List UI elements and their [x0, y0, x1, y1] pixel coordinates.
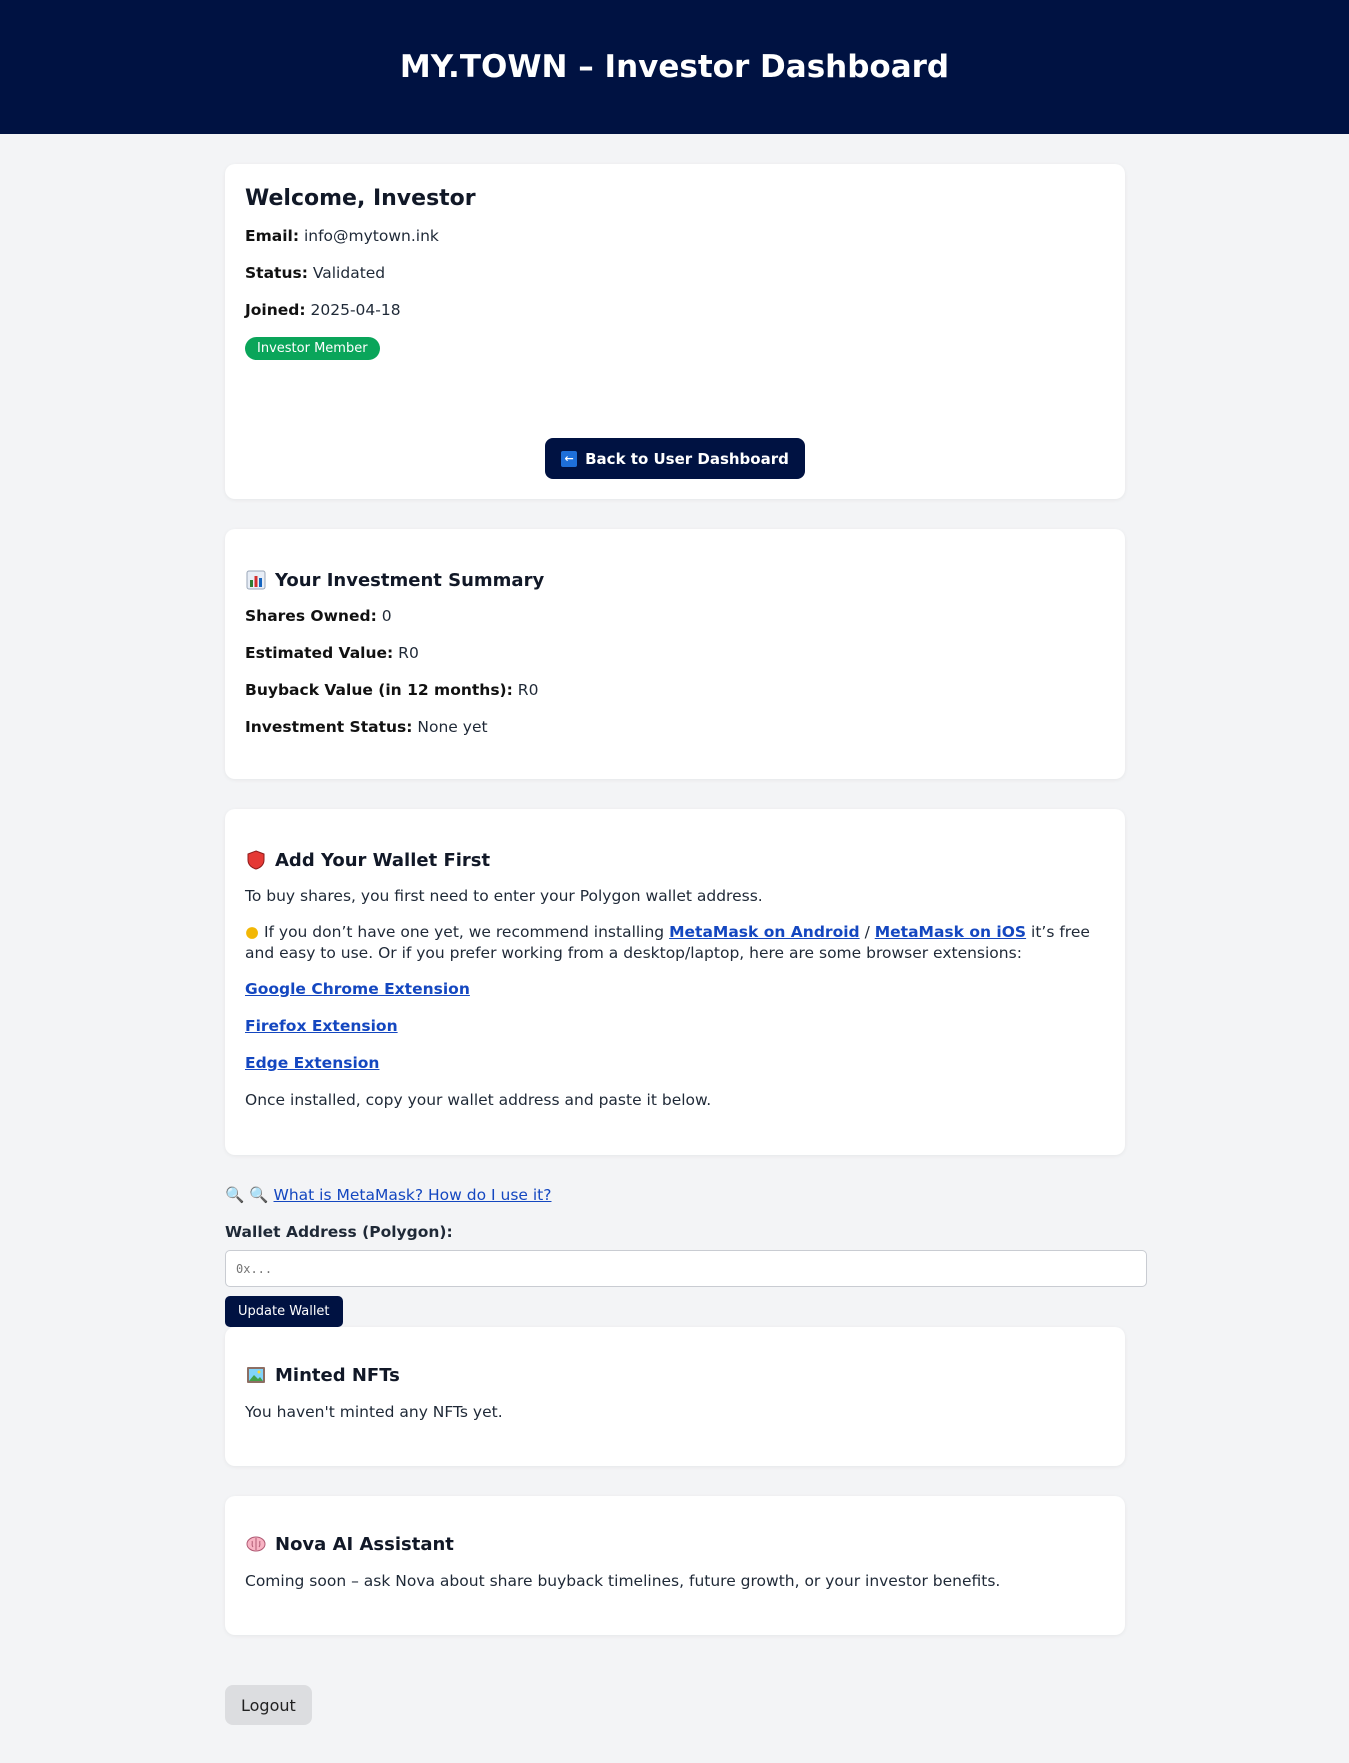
- add-wallet-card: [225, 809, 1125, 1155]
- logout-button[interactable]: Logout: [225, 1685, 312, 1725]
- page-title: MY.TOWN – Investor Dashboard: [399, 49, 950, 85]
- shield-icon: [245, 849, 267, 871]
- email-row: Email: info@mytown.ink: [245, 227, 439, 245]
- buyback-value-row: Buyback Value (in 12 months): R0: [245, 681, 539, 699]
- wallet-intro: To buy shares, you first need to enter your Polygon wallet address.: [245, 887, 763, 905]
- metamask-ios-link[interactable]: MetaMask on iOS: [874, 923, 1027, 941]
- wallet-outro: Once installed, copy your wallet address and paste it below.: [245, 1091, 712, 1109]
- investor-member-badge: Investor Member: [245, 337, 380, 360]
- nova-heading: Nova AI Assistant: [245, 1533, 1105, 1555]
- nfts-text: You haven't minted any NFTs yet.: [245, 1403, 503, 1421]
- wallet-address-label: Wallet Address (Polygon):: [225, 1223, 453, 1241]
- estimated-value-row: Estimated Value: R0: [245, 644, 419, 662]
- buyback-value: R0: [517, 681, 539, 699]
- welcome-heading: Welcome, Investor: [245, 186, 476, 211]
- nova-ai-card: [225, 1496, 1125, 1635]
- welcome-card: [225, 164, 1125, 499]
- email-value: info@mytown.ink: [303, 227, 439, 245]
- metamask-android-link[interactable]: MetaMask on Android: [669, 923, 860, 941]
- metamask-help-row: [225, 1184, 1125, 1206]
- investment-status-value: None yet: [417, 718, 488, 736]
- status-value: Validated: [312, 264, 386, 282]
- wallet-heading: Add Your Wallet First: [245, 849, 1105, 871]
- picture-icon: [245, 1364, 267, 1386]
- status-row: Status: Validated: [245, 264, 386, 282]
- chrome-extension-link[interactable]: Google Chrome Extension: [245, 980, 470, 998]
- firefox-extension-link[interactable]: Firefox Extension: [245, 1017, 398, 1035]
- main-content: [225, 164, 1125, 1725]
- lightbulb-icon: ●: [245, 923, 259, 941]
- joined-value: 2025-04-18: [310, 301, 401, 319]
- edge-extension-link[interactable]: Edge Extension: [245, 1054, 380, 1072]
- brain-icon: [245, 1533, 267, 1555]
- joined-row: Joined: 2025-04-18: [245, 301, 401, 319]
- estimated-value: R0: [398, 644, 419, 662]
- wallet-tip: ● If you don’t have one yet, we recommend installing MetaMask on Android / MetaMask on iOS it’s free and easy to use. Or if you prefer working from a desktop/laptop, here are some browser extensions:: [245, 923, 1090, 962]
- magnifier-icon: 🔍: [249, 1186, 269, 1204]
- investment-summary-card: [225, 529, 1125, 779]
- page-header: [0, 0, 1349, 134]
- shares-owned-value: 0: [381, 607, 392, 625]
- wallet-form: [225, 1184, 1125, 1327]
- minted-nfts-card: [225, 1327, 1125, 1466]
- nfts-heading: Minted NFTs: [245, 1364, 1105, 1386]
- metamask-help-link[interactable]: What is MetaMask? How do I use it?: [273, 1186, 552, 1204]
- bar-chart-icon: [245, 569, 267, 591]
- nova-text: Coming soon – ask Nova about share buyback timelines, future growth, or your investor benefits.: [245, 1572, 1001, 1590]
- back-to-dashboard-button[interactable]: ← Back to User Dashboard: [545, 438, 805, 479]
- magnifier-icon: 🔍: [225, 1186, 245, 1204]
- arrow-left-icon: ←: [561, 451, 577, 467]
- investment-status-row: Investment Status: None yet: [245, 718, 488, 736]
- shares-owned-row: Shares Owned: 0: [245, 607, 392, 625]
- wallet-address-input[interactable]: [225, 1250, 1147, 1287]
- summary-heading: Your Investment Summary: [245, 569, 1105, 591]
- update-wallet-button[interactable]: Update Wallet: [225, 1296, 343, 1327]
